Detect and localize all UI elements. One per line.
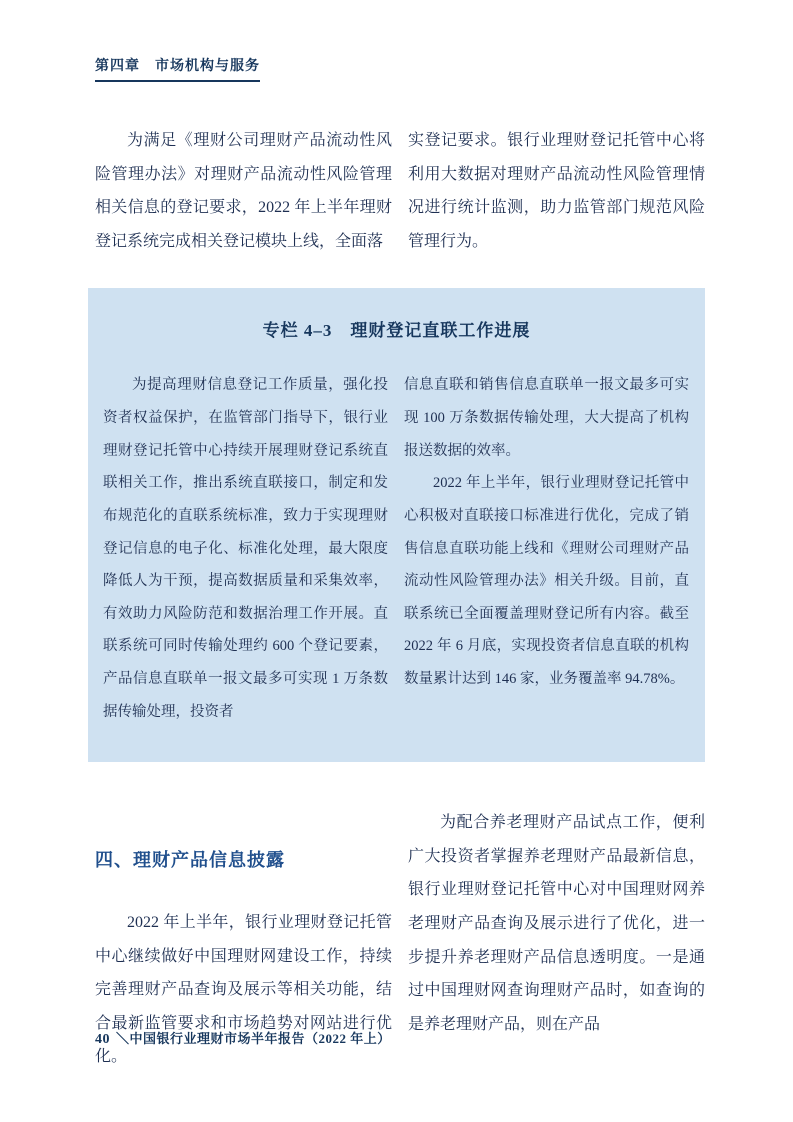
section-heading: 四、理财产品信息披露 (95, 850, 285, 871)
intro-column-right (408, 124, 705, 258)
section-four-column-right (408, 806, 705, 1074)
intro-section (95, 124, 705, 258)
intro-column-left (95, 124, 392, 258)
intro-paragraph-left: 为满足《理财公司理财产品流动性风险管理办法》对理财产品流动性风险管理相关信息的登记要求，2022 年上半年理财登记系统完成相关登记模块上线，全面落 (95, 132, 392, 250)
highlight-box-body (103, 369, 690, 728)
footer-report-title: ＼中国银行业理财市场半年报告（2022 年上） (116, 1031, 391, 1046)
chapter-header: 第四章 市场机构与服务 (95, 55, 260, 82)
box-paragraph-left: 为提高理财信息登记工作质量，强化投资者权益保护，在监管部门指导下，银行业理财登记托管中心持续开展理财登记系统直联相关工作，推出系统直联接口，制定和发布规范化的直联系统标准，致力于实现理财登记信息的电子化、标准化处理，最大限度降低人为干预，提高数据质量和采集效率，有效助力风险防范和数据治理工作开展。直联系统可同时传输处理约 600 个登记要素，产品信息直联单一报文最多可实现 1 万条数据传输处理，投资者 (103, 377, 388, 720)
highlight-box-title: 专栏 4–3 理财登记直联工作进展 (262, 321, 531, 341)
box-paragraph-right-1: 信息直联和销售信息直联单一报文最多可实现 100 万条数据传输处理，大大提高了机构报送数据的效率。 (404, 377, 689, 459)
section-paragraph-left: 2022 年上半年，银行业理财登记托管中心继续做好中国理财网建设工作，持续完善理财产品查询及展示等相关功能，结合最新监管要求和市场趋势对网站进行优化。 (95, 914, 392, 1066)
page-number: 40 (95, 1032, 110, 1047)
page-footer (95, 1028, 391, 1048)
box-paragraph-right-2: 2022 年上半年，银行业理财登记托管中心积极对直联接口标准进行优化，完成了销售信息直联功能上线和《理财公司理财产品流动性风险管理办法》相关升级。目前，直联系统已全面覆盖理财登记所有内容。截至 2022 年 6 月底，实现投资者信息直联的机构数量累计达到 146 家，业务覆盖率 94.78%。 (404, 475, 689, 687)
highlight-box (88, 288, 705, 762)
section-paragraph-right: 为配合养老理财产品试点工作，便利广大投资者掌握养老理财产品最新信息，银行业理财登记托管中心对中国理财网养老理财产品查询及展示进行了优化，进一步提升养老理财产品信息透明度。一是通过中国理财网查询理财产品时，如查询的是养老理财产品，则在产品 (408, 814, 705, 1033)
box-column-right (404, 369, 689, 728)
box-column-left (103, 369, 388, 728)
intro-paragraph-right: 实登记要求。银行业理财登记托管中心将利用大数据对理财产品流动性风险管理情况进行统计监测，助力监管部门规范风险管理行为。 (408, 132, 705, 250)
